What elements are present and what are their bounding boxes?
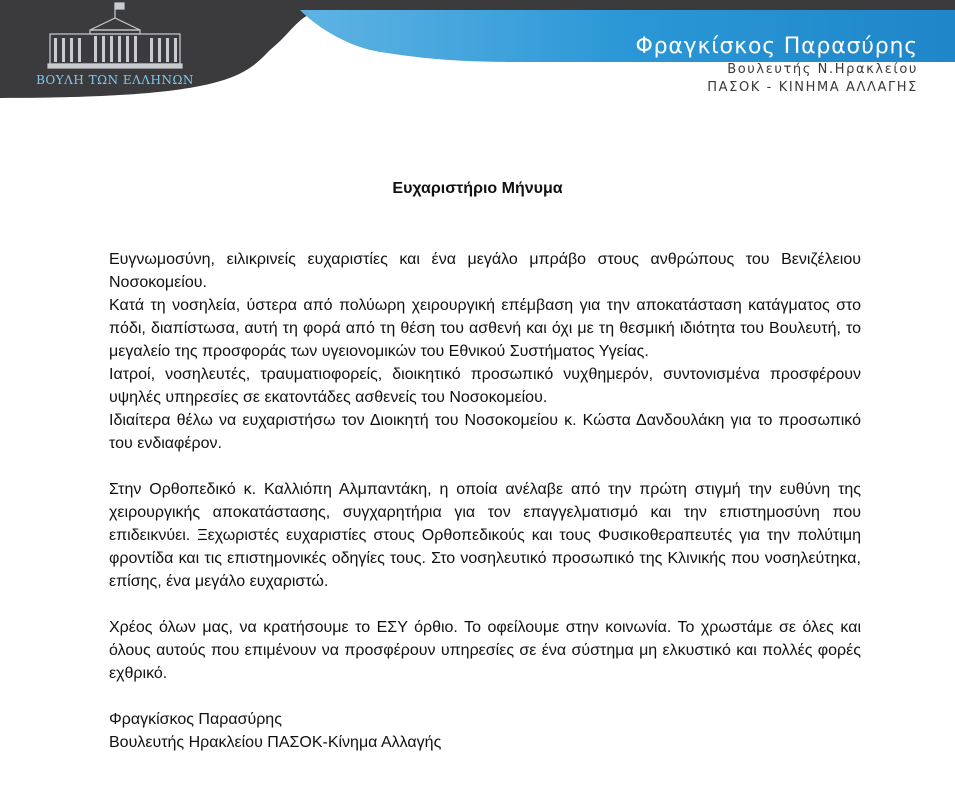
- mp-name-header: Φραγκίσκος Παρασύρης: [635, 34, 918, 59]
- paragraph: Ιατροί, νοσηλευτές, τραυματιοφορείς, διοικητικό προσωπικό νυχθημερόν, συντονισμένα προσφέρουν υψηλές υπηρεσίες σε εκατοντάδες ασθενείς του Νοσοκομείου.: [109, 366, 861, 406]
- letterhead: [0, 0, 955, 100]
- paragraph: Στην Ορθοπεδικό κ. Καλλιόπη Αλμπαντάκη, η οποία ανέλαβε από την πρώτη στιγμή την ευθύνη της χειρουργικής αποκατάστασης, συγχαρητήρια για τον επαγγελματισμό και την επιστημοσύνη που επιδεικνύει. Ξεχωριστές ευχαριστίες στους Ορθοπεδικούς και τους Φυσικοθεραπευτές για την πολύτιμη φροντίδα και τις επιστημονικές οδηγίες τους. Στο νοσηλευτικό προσωπικό της Κλινικής που νοσηλεύτηκα, επίσης, ένα μεγάλο ευχαριστώ.: [109, 481, 861, 590]
- mp-role-header: Βουλευτής Ν.Ηρακλείου: [727, 62, 918, 77]
- paragraph: Χρέος όλων μας, να κρατήσουμε το ΕΣΥ όρθιο. Το οφείλουμε στην κοινωνία. Το χρωστάμε σε όλες και όλους αυτούς που επιμένουν να προσφέρουν υπηρεσίες σε ένα σύστημα μη ελκυστικό και πολλές φορές εχθρικό.: [109, 619, 861, 682]
- letter-title: Ευχαριστήριο Μήνυμα: [392, 180, 563, 197]
- paragraph: Ευγνωμοσύνη, ειλικρινείς ευχαριστίες και ένα μεγάλο μπράβο στους ανθρώπους του Βενιζέλειου Νοσοκομείου.: [109, 251, 861, 291]
- parliament-logo: [30, 0, 200, 96]
- parliament-building-icon: [30, 0, 200, 72]
- signature-block: [109, 708, 861, 754]
- signature-name: Φραγκίσκος Παρασύρης: [109, 711, 282, 728]
- mp-party-header: ΠΑΣΟΚ - ΚΙΝΗΜΑ ΑΛΛΑΓΗΣ: [707, 80, 918, 95]
- signature-title: Βουλευτής Ηρακλείου ΠΑΣΟΚ-Κίνημα Αλλαγής: [109, 734, 442, 751]
- letter-body: [109, 248, 861, 754]
- logo-caption: ΒΟΥΛΗ ΤΩΝ ΕΛΛΗΝΩΝ: [36, 73, 194, 87]
- paragraph: Κατά τη νοσηλεία, ύστερα από πολύωρη χειρουργική επέμβαση για την αποκατάσταση κατάγματος στο πόδι, διαπίστωσα, αυτή τη φορά από τη θέση του ασθενή και όχι με τη θεσμική ιδιότητα του Βουλευτή, το μεγαλείο της προσφοράς των υγειονομικών του Εθνικού Συστήματος Υγείας.: [109, 297, 861, 360]
- paragraph: Ιδιαίτερα θέλω να ευχαριστήσω τον Διοικητή του Νοσοκομείου κ. Κώστα Δανδουλάκη για το προσωπικό του ενδιαφέρον.: [109, 412, 861, 452]
